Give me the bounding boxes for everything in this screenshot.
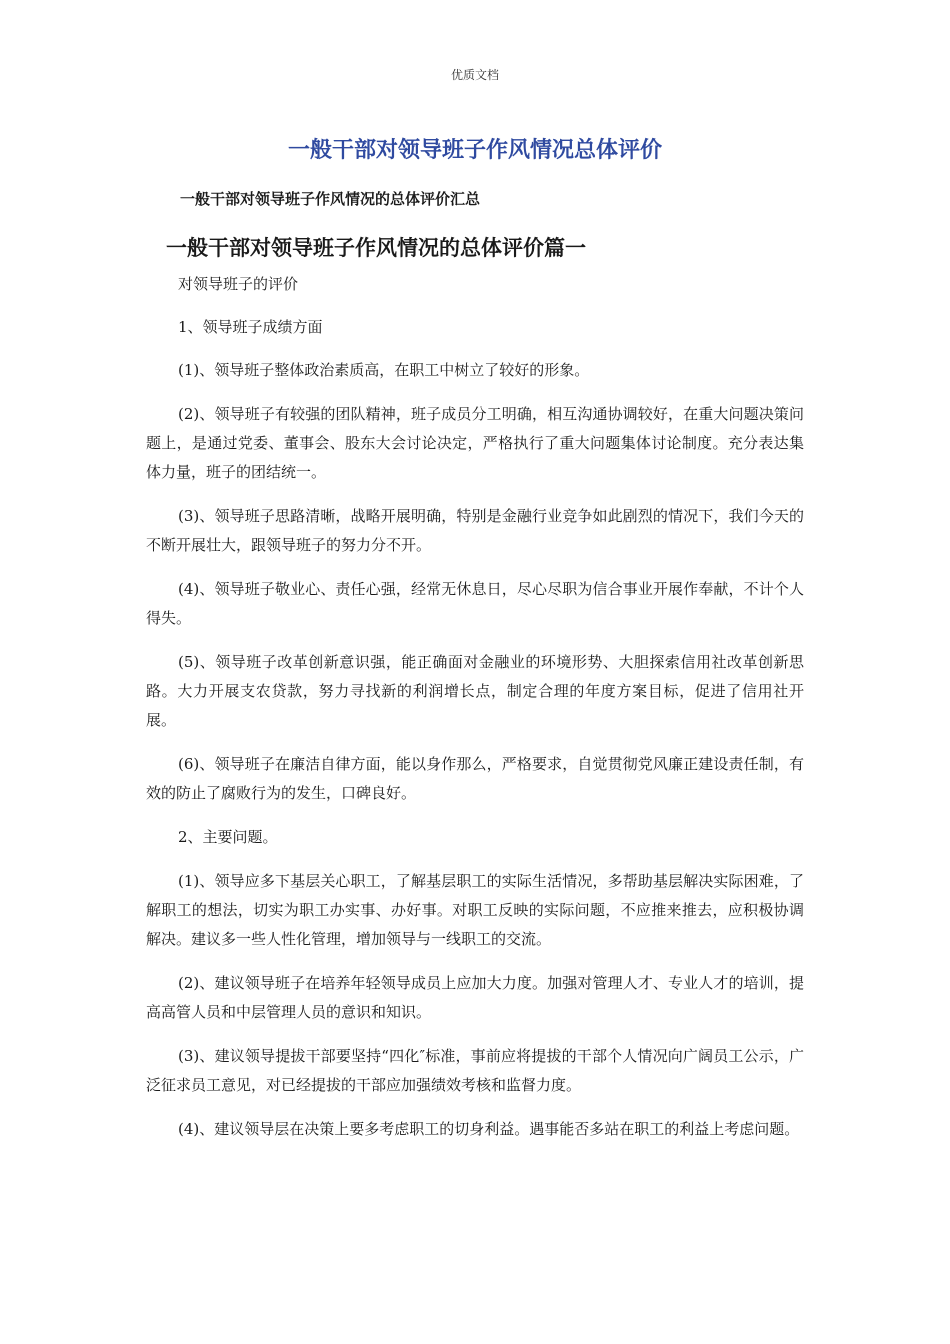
paragraph-achievement-5: (5)、领导班子改革创新意识强，能正确面对金融业的环境形势、大胆探索信用社改革创新思路。大力开展支农贷款，努力寻找新的利润增长点，制定合理的年度方案目标，促进了信用社开展。 xyxy=(146,653,804,729)
document-subtitle: 一般干部对领导班子作风情况的总体评价汇总 xyxy=(180,190,481,208)
paragraph-problem-4: (4)、建议领导层在决策上要多考虑职工的切身利益。遇事能否多站在职工的利益上考虑问题。 xyxy=(178,1120,800,1138)
document-body xyxy=(146,270,804,1159)
paragraph-achievement-1: (1)、领导班子整体政治素质高，在职工中树立了较好的形象。 xyxy=(178,361,590,379)
paragraph-achievement-6: (6)、领导班子在廉洁自律方面，能以身作那么，严格要求，自觉贯彻党风廉正建设责任制，有效的防止了腐败行为的发生，口碑良好。 xyxy=(146,755,804,802)
paragraph-problem-1: (1)、领导应多下基层关心职工，了解基层职工的实际生活情况，多帮助基层解决实际困难，了解职工的想法，切实为职工办实事、办好事。对职工反映的实际问题，不应推来推去，应积极协调解决。建议多一些人性化管理，增加领导与一线职工的交流。 xyxy=(146,872,804,948)
section-heading: 一般干部对领导班子作风情况的总体评价篇一 xyxy=(166,236,586,260)
paragraph-achievement-2: (2)、领导班子有较强的团队精神，班子成员分工明确，相互沟通协调较好，在重大问题决策问题上，是通过党委、董事会、股东大会讨论决定，严格执行了重大问题集体讨论制度。充分表达集体力量，班子的团结统一。 xyxy=(146,405,804,481)
paragraph-achievement-3: (3)、领导班子思路清晰，战略开展明确，特别是金融行业竞争如此剧烈的情况下，我们今天的不断开展壮大，跟领导班子的努力分不开。 xyxy=(146,507,804,554)
paragraph-achievements-heading: 1、领导班子成绩方面 xyxy=(178,318,323,336)
document-title: 一般干部对领导班子作风情况总体评价 xyxy=(287,138,662,163)
paragraph-evaluation-heading: 对领导班子的评价 xyxy=(178,275,299,293)
paragraph-problem-2: (2)、建议领导班子在培养年轻领导成员上应加大力度。加强对管理人才、专业人才的培训，提高高管人员和中层管理人员的意识和知识。 xyxy=(146,974,804,1021)
header-tag: 优质文档 xyxy=(450,68,499,82)
paragraph-problem-3: (3)、建议领导提拔干部要坚持“四化″标准，事前应将提拔的干部个人情况向广阔员工公示，广泛征求员工意见，对已经提拔的干部应加强绩效考核和监督力度。 xyxy=(146,1047,804,1094)
paragraph-achievement-4: (4)、领导班子敬业心、责任心强，经常无休息日，尽心尽职为信合事业开展作奉献，不计个人得失。 xyxy=(146,580,804,627)
paragraph-problems-heading: 2、主要问题。 xyxy=(178,828,278,846)
